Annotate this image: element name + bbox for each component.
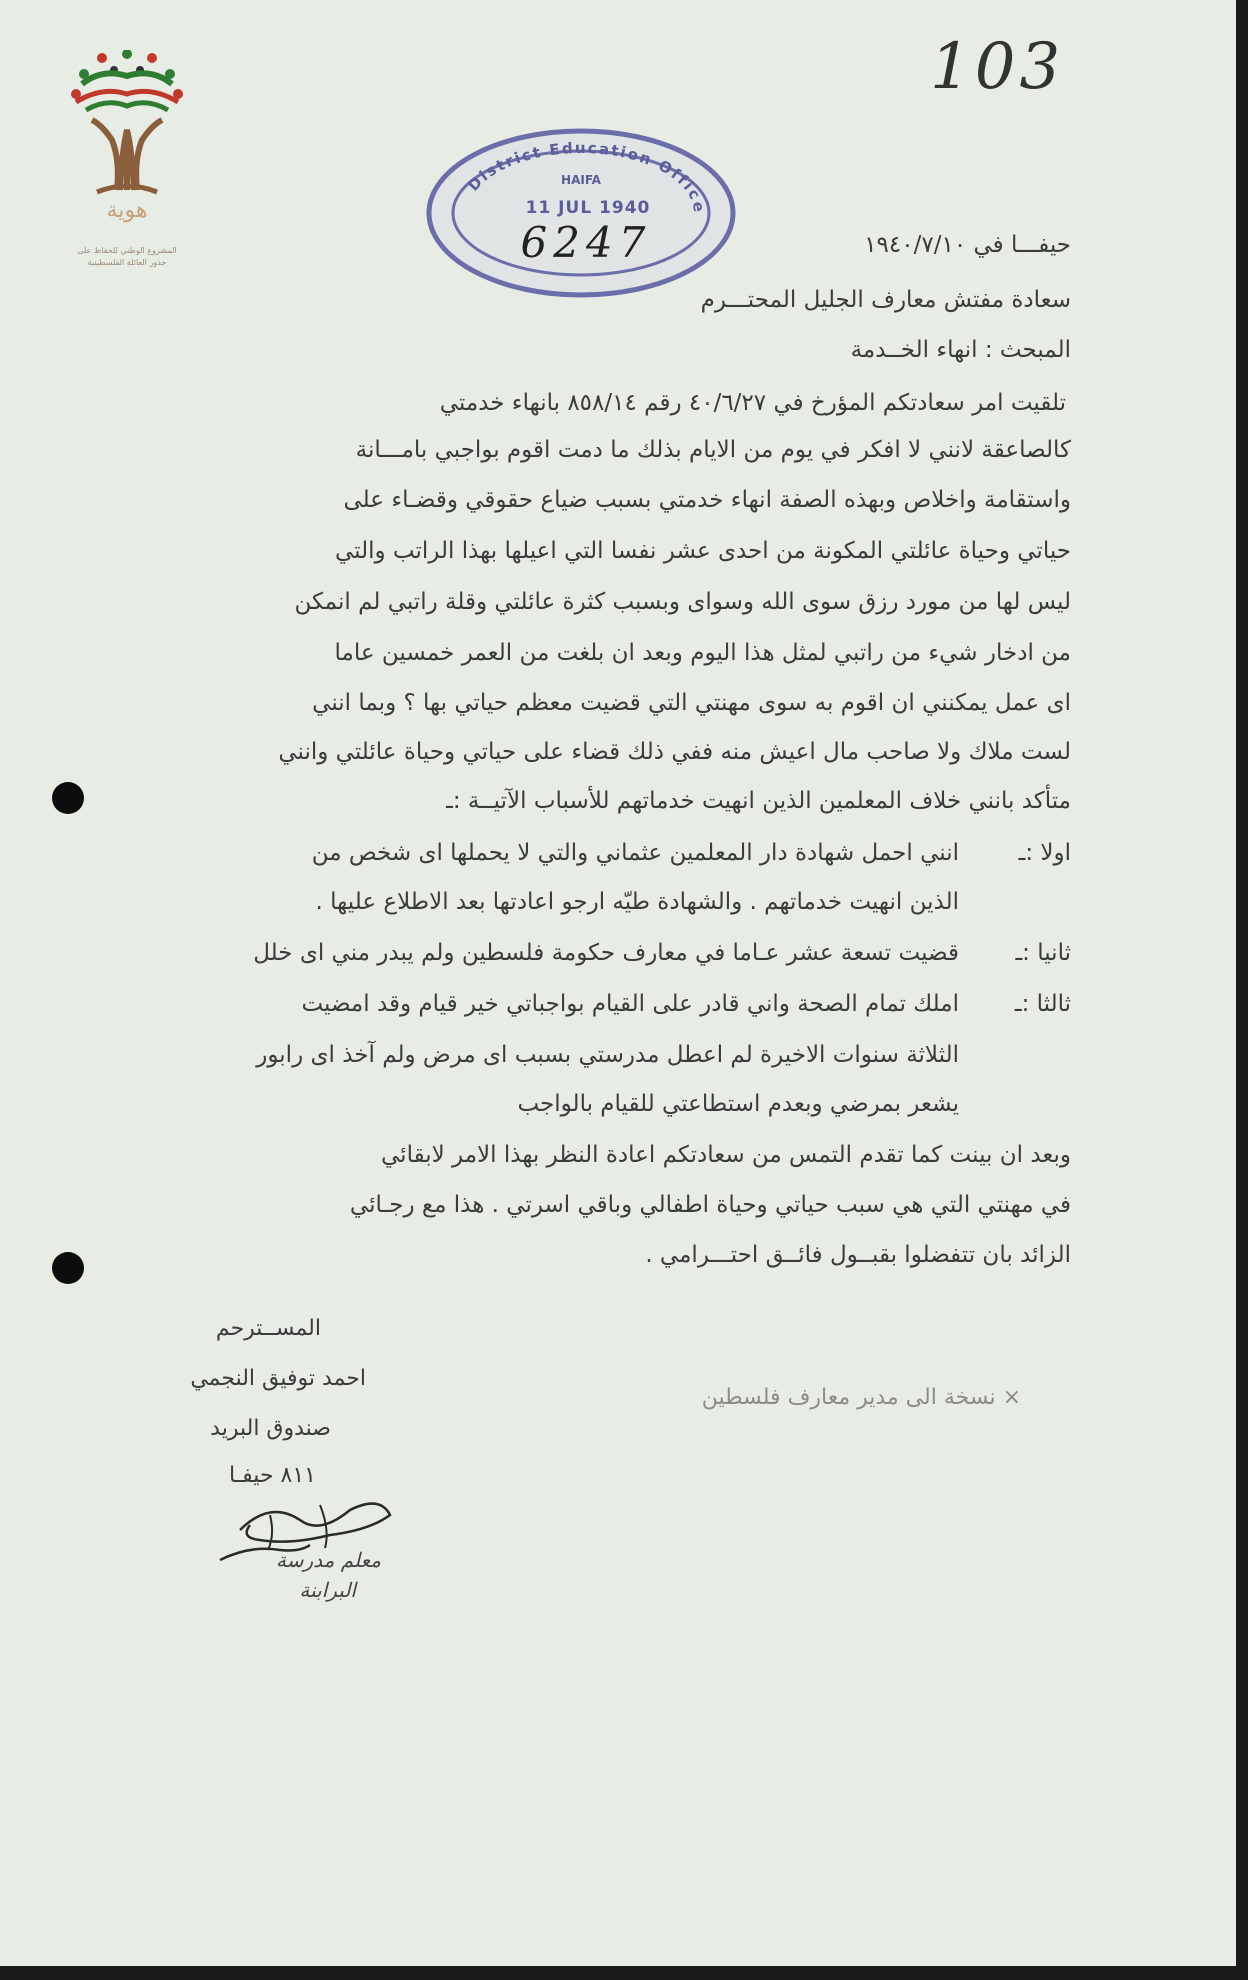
- reason-line: الثلاثة سنوات الاخيرة لم اعطل مدرستي بسبب اى مرض ولم آخذ اى رابور: [256, 1042, 959, 1068]
- family-tree-icon: [62, 50, 192, 200]
- reason-line: يشعر بمرضي وبعدم استطاعتي للقيام بالواجب: [517, 1091, 959, 1117]
- handwritten-note: معلم مدرسة: [276, 1548, 381, 1572]
- office-stamp: [418, 120, 744, 306]
- paragraph-line: تلقيت امر سعادتكم المؤرخ في ٤٠/٦/٢٧ رقم ٨٥٨/١٤ بانهاء خدمتي: [439, 390, 1066, 416]
- closing-line: وبعد ان بينت كما تقدم التمس من سعادتكم اعادة النظر بهذا الامر لابقائي: [381, 1142, 1071, 1168]
- reason-label-2: ثانيا :ـ: [1015, 940, 1071, 966]
- handwritten-note: البرابنة: [299, 1578, 356, 1602]
- letter-subject: المبحث : انهاء الخــدمة: [850, 337, 1071, 363]
- po-box: ٨١١ حيفـا: [229, 1463, 316, 1488]
- signature-title: المســترحم: [215, 1316, 321, 1341]
- stamp-date: 11 JUL 1940: [525, 198, 651, 218]
- paragraph-line: اى عمل يمكنني ان اقوم به سوى مهنتي التي قضيت معظم حياتي بها ؟ وبما انني: [312, 690, 1071, 716]
- paragraph-line: ليس لها من مورد رزق سوى الله وسواى وبسبب كثرة عائلتي وقلة راتبي لم انمكن: [294, 589, 1071, 615]
- page-number: 103: [930, 30, 1065, 104]
- reason-line: الذين انهيت خدماتهم . والشهادة طيّه ارجو اعادتها بعد الاطلاع عليها .: [315, 889, 959, 915]
- stamp-office: District Education Office: [464, 138, 709, 215]
- reason-line: قضيت تسعة عشر عـاما في معارف حكومة فلسطين ولم يبدر مني اى خلل: [253, 940, 959, 966]
- paragraph-line: متأكد بانني خلاف المعلمين الذين انهيت خدماتهم للأسباب الآتيــة :ـ: [446, 788, 1071, 814]
- paragraph-line: واستقامة واخلاص وبهذه الصفة انهاء خدمتي بسبب ضياع حقوقي وقضـاء على: [343, 487, 1071, 513]
- signature-name: احمد توفيق النجمي: [190, 1366, 366, 1391]
- letter-date: حيفـــا في ١٩٤٠/٧/١٠: [864, 232, 1071, 258]
- po-box-label: صندوق البريد: [210, 1416, 331, 1441]
- paragraph-line: لست ملاك ولا صاحب مال اعيش منه ففي ذلك قضاء على حياتي وحياة عائلتي وانني: [278, 739, 1071, 765]
- watermark-logo: [62, 50, 192, 280]
- closing-line: الزائد بان تتفضلوا بقبــول فائــق احتـــرامي .: [645, 1242, 1071, 1268]
- copy-note: × نسخة الى مدير معارف فلسطين: [701, 1385, 1021, 1410]
- paragraph-line: حياتي وحياة عائلتي المكونة من احدى عشر نفسا التي اعيلها بهذا الراتب والتي: [335, 538, 1071, 564]
- reason-line: انني احمل شهادة دار المعلمين عثماني والتي لا يحملها اى شخص من: [311, 840, 959, 866]
- punch-hole: [52, 782, 84, 814]
- stamp-city: HAIFA: [561, 173, 601, 187]
- logo-tagline-1: المشروع الوطني للحفاظ على: [77, 246, 177, 255]
- reason-label-1: اولا :ـ: [1018, 840, 1071, 866]
- logo-tagline-2: جذور العائلة الفلسطينية: [87, 258, 167, 267]
- paragraph-line: كالصاعقة لانني لا افكر في يوم من الايام بذلك ما دمت اقوم بواجبي بامـــانة: [355, 437, 1071, 463]
- punch-hole: [52, 1252, 84, 1284]
- logo-title: هوية: [106, 198, 148, 223]
- letter-addressee: سعادة مفتش معارف الجليل المحتـــرم: [700, 287, 1071, 313]
- stamp-reference: 6247: [520, 218, 652, 267]
- closing-line: في مهنتي التي هي سبب حياتي وحياة اطفالي وباقي اسرتي . هذا مع رجـائي: [349, 1192, 1071, 1218]
- reason-label-3: ثالثا :ـ: [1014, 991, 1071, 1017]
- paragraph-line: من ادخار شيء من راتبي لمثل هذا اليوم وبعد ان بلغت من العمر خمسين عاما: [334, 640, 1071, 666]
- reason-line: املك تمام الصحة واني قادر على القيام بواجباتي خير قيام وقد امضيت: [301, 991, 959, 1017]
